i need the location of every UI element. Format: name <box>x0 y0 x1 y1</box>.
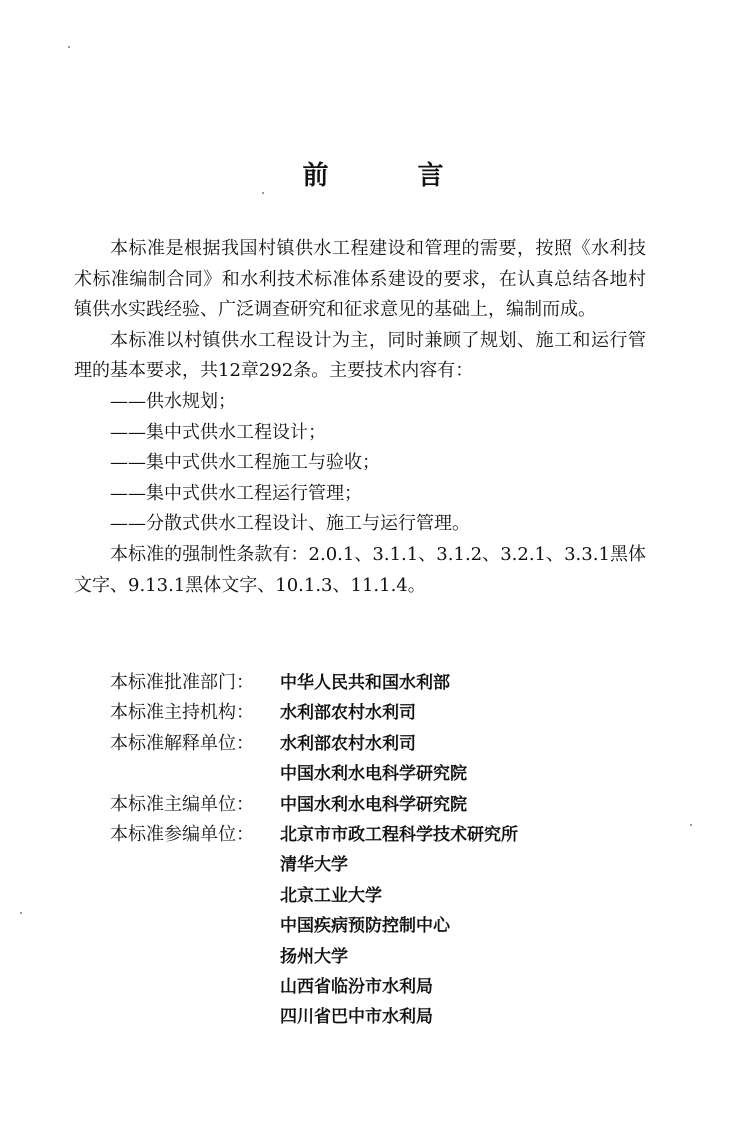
label-spacer <box>110 759 280 789</box>
label-spacer <box>110 1002 280 1032</box>
participant-value: 扬州大学 <box>280 946 348 967</box>
preface-paragraph-1: 本标准是根据我国村镇供水工程建设和管理的需要，按照《水利技术标准编制合同》和水利技术标准体系建设的要求，在认真总结各地村镇供水实践经验、广泛调查研究和征求意见的基础上，编制而成。 <box>74 238 646 321</box>
content-list-item: ——集中式供水工程设计； <box>110 421 326 443</box>
scan-speck <box>68 46 70 48</box>
content-list-item: ——供水规划； <box>110 390 236 412</box>
interpret-row <box>110 729 670 759</box>
label-spacer <box>110 881 280 911</box>
interpret-row-continued <box>110 759 670 789</box>
participant-row-continued <box>110 1002 670 1032</box>
participant-value: 北京市市政工程科学技术研究所 <box>280 825 518 846</box>
chief-editor-row <box>110 790 670 820</box>
approval-value: 中华人民共和国水利部 <box>280 673 450 693</box>
interpret-value: 中国水利水电科学研究院 <box>280 764 467 785</box>
participant-row <box>110 820 670 850</box>
mandatory-clauses-prefix: 本标准的强制性条款有：2.0.1、3.1.1、3.1.2、3.2.1、3.3.1 <box>110 543 610 565</box>
interpret-value: 水利部农村水利司 <box>280 733 416 754</box>
participant-label: 本标准参编单位： <box>110 824 254 846</box>
participant-value: 清华大学 <box>280 855 348 876</box>
approval-row <box>110 668 670 698</box>
approval-label: 本标准批准部门： <box>110 672 254 693</box>
interpret-label: 本标准解释单位： <box>110 732 254 754</box>
label-spacer <box>110 972 280 1002</box>
participant-value: 山西省临汾市水利局 <box>280 977 433 998</box>
scan-speck <box>690 824 692 826</box>
participant-value: 中国疾病预防控制中心 <box>280 916 450 937</box>
issuing-info <box>110 668 670 1033</box>
host-value: 水利部农村水利司 <box>280 703 416 724</box>
chief-editor-label: 本标准主编单位： <box>110 793 254 815</box>
preface-paragraph-2: 本标准以村镇供水工程设计为主，同时兼顾了规划、施工和运行管理的基本要求，共12章292条。主要技术内容有： <box>74 329 646 382</box>
content-list-item: ——集中式供水工程施工与验收； <box>110 452 380 474</box>
chief-editor-value: 中国水利水电科学研究院 <box>280 794 467 815</box>
label-spacer <box>110 942 280 972</box>
mandatory-clauses <box>74 540 646 601</box>
host-label: 本标准主持机构： <box>110 702 254 724</box>
scan-speck <box>20 912 22 914</box>
participant-row-continued <box>110 942 670 972</box>
participant-row-continued <box>110 972 670 1002</box>
participant-row-continued <box>110 881 670 911</box>
participant-row-continued <box>110 850 670 880</box>
content-list-item: ——集中式供水工程运行管理； <box>110 482 362 504</box>
participant-value: 北京工业大学 <box>280 885 382 906</box>
page-title: 前 言 <box>302 161 484 191</box>
participant-value: 四川省巴中市水利局 <box>280 1007 433 1028</box>
preface-body <box>74 234 646 601</box>
mandatory-clauses-suffix: 黑体文字、9.13.1黑体文字、10.1.3、11.1.4。 <box>74 543 647 596</box>
participant-row-continued <box>110 911 670 941</box>
label-spacer <box>110 911 280 941</box>
content-list-item: ——分散式供水工程设计、施工与运行管理。 <box>110 513 470 535</box>
label-spacer <box>110 850 280 880</box>
host-row <box>110 698 670 728</box>
